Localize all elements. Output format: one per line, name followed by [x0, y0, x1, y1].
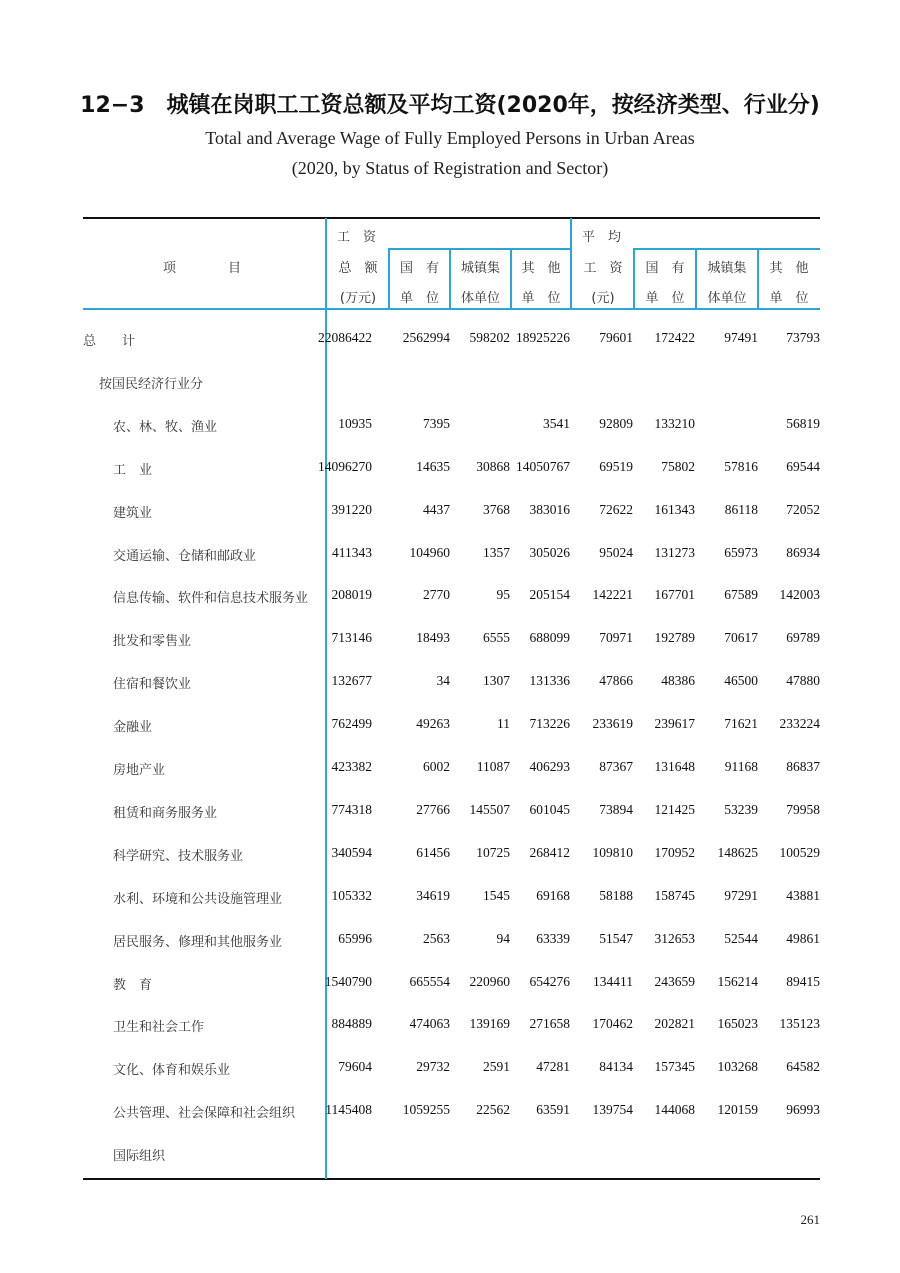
- table-cell: 3768: [483, 501, 510, 517]
- table-cell: 87367: [599, 759, 633, 774]
- table-row: [83, 1102, 823, 1122]
- table-cell: 2770: [423, 587, 450, 603]
- table-cell: 2591: [483, 1059, 510, 1075]
- table-cell: 205154: [529, 587, 570, 603]
- table-cell: 1545: [483, 887, 510, 903]
- row-label: 文化、体育和娱乐业: [113, 1063, 231, 1079]
- table-cell: 34: [436, 673, 450, 689]
- table-cell: 86837: [786, 759, 820, 774]
- table-cell: 49861: [786, 930, 820, 946]
- table-cell: 340594: [331, 844, 372, 860]
- table-cell: 208019: [331, 587, 372, 603]
- table-cell: 70971: [599, 630, 633, 646]
- table-cell: 239617: [654, 716, 695, 732]
- table-cell: 48386: [661, 673, 695, 689]
- table-cell: 2563: [423, 930, 450, 946]
- table-row: [83, 1145, 823, 1165]
- table-cell: 94: [496, 930, 510, 946]
- table-row: [83, 502, 823, 522]
- table-cell: 131336: [529, 673, 570, 689]
- table-cell: 7395: [423, 415, 450, 431]
- row-label: 租赁和商务服务业: [113, 805, 218, 821]
- table-row: [83, 630, 823, 650]
- table-cell: 192789: [654, 630, 695, 646]
- table-cell: 233619: [592, 716, 633, 732]
- row-label: 批发和零售业: [113, 634, 192, 650]
- table-cell: 53239: [724, 801, 758, 817]
- table-cell: 72622: [599, 501, 633, 517]
- table-row: [83, 545, 823, 565]
- table-cell: 383016: [529, 501, 570, 517]
- table-cell: 131273: [654, 544, 695, 560]
- table-cell: 2562994: [402, 330, 450, 345]
- table-cell: 69168: [536, 887, 570, 903]
- row-label: 金融业: [113, 720, 153, 736]
- table-cell: 58188: [599, 887, 633, 903]
- table-cell: 762499: [331, 716, 372, 732]
- header-col3-l1: 城镇集: [460, 261, 500, 276]
- table-cell: 96993: [786, 1102, 820, 1118]
- table-cell: 120159: [717, 1102, 758, 1118]
- column-divider: [695, 248, 697, 310]
- table-cell: 72052: [786, 501, 820, 517]
- table-row: [83, 802, 823, 822]
- column-divider-group: [570, 218, 572, 310]
- row-label: 总 计: [83, 334, 136, 349]
- table-row: [83, 1016, 823, 1036]
- table-cell: 142221: [592, 587, 633, 603]
- table-row: [83, 845, 823, 865]
- table-cell: 774318: [331, 801, 372, 817]
- table-cell: 144068: [654, 1102, 695, 1118]
- table-cell: 157345: [654, 1059, 695, 1075]
- table-cell: 30868: [476, 458, 510, 474]
- table-cell: 271658: [529, 1016, 570, 1032]
- table-row: [83, 716, 823, 736]
- table-cell: 103268: [717, 1059, 758, 1075]
- table-cell: 63591: [536, 1102, 570, 1118]
- table-cell: 69544: [786, 458, 820, 474]
- table-cell: 67589: [724, 587, 758, 603]
- header-group-avg: 平 均: [582, 230, 622, 245]
- table-cell: 132677: [331, 673, 372, 689]
- row-label: 房地产业: [113, 763, 166, 778]
- table-cell: 47281: [536, 1059, 570, 1075]
- table-row: [83, 330, 823, 350]
- subgroup-rule-wage: [388, 248, 570, 250]
- table-cell: 121425: [654, 801, 695, 817]
- row-label: 居民服务、修理和其他服务业: [113, 934, 283, 950]
- table-cell: 63339: [536, 930, 570, 946]
- header-col4-l2: 单 位: [521, 291, 561, 306]
- column-divider: [388, 248, 390, 310]
- table-cell: 148625: [717, 844, 758, 860]
- table-cell: 233224: [779, 716, 820, 732]
- row-label: 建筑业: [113, 505, 153, 521]
- table-bottom-rule: [83, 1178, 820, 1180]
- subgroup-rule-avg: [633, 248, 820, 250]
- table-cell: 161343: [654, 501, 695, 517]
- row-label: 公共管理、社会保障和社会组织: [113, 1106, 296, 1122]
- page-number: 261: [800, 1212, 820, 1227]
- table-cell: 3541: [543, 415, 570, 431]
- header-col3-l2: 体单位: [460, 291, 500, 306]
- row-label: 按国民经济行业分: [99, 376, 204, 392]
- table-cell: 1307: [483, 673, 510, 689]
- table-cell: 91168: [724, 759, 758, 774]
- table-cell: 165023: [717, 1016, 758, 1032]
- table-cell: 411343: [332, 544, 372, 560]
- table-cell: 79604: [338, 1059, 372, 1075]
- table-cell: 18925226: [516, 330, 570, 345]
- table-cell: 46500: [724, 673, 758, 689]
- table-cell: 133210: [654, 415, 695, 431]
- table-cell: 158745: [654, 887, 695, 903]
- table-cell: 10725: [476, 844, 510, 860]
- header-col1-l2: (万元): [339, 291, 377, 306]
- table-cell: 243659: [654, 973, 695, 989]
- table-cell: 139169: [469, 1016, 510, 1032]
- table-cell: 1145408: [325, 1102, 372, 1118]
- table-cell: 71621: [724, 716, 758, 732]
- table-cell: 139754: [592, 1102, 633, 1118]
- table-cell: 84134: [599, 1059, 633, 1075]
- table-cell: 105332: [331, 887, 372, 903]
- table-cell: 34619: [416, 887, 450, 903]
- table-cell: 172422: [654, 330, 695, 345]
- table-cell: 109810: [592, 844, 633, 860]
- table-cell: 6555: [483, 630, 510, 646]
- column-divider: [757, 248, 759, 310]
- table-cell: 29732: [416, 1059, 450, 1075]
- column-divider: [633, 248, 635, 310]
- table-cell: 406293: [529, 759, 570, 774]
- table-cell: 57816: [724, 458, 758, 474]
- table-cell: 14050767: [516, 458, 570, 474]
- header-divider: [83, 308, 820, 310]
- table-cell: 156214: [717, 973, 758, 989]
- table-cell: 654276: [529, 973, 570, 989]
- table-cell: 70617: [724, 630, 758, 646]
- table-cell: 145507: [469, 801, 510, 817]
- table-cell: 69789: [786, 630, 820, 646]
- header-col7-l2: 体单位: [707, 291, 747, 306]
- table-cell: 14096270: [318, 458, 372, 474]
- row-label: 卫生和社会工作: [113, 1020, 205, 1036]
- header-col2-l1: 国 有: [399, 261, 439, 276]
- table-row: [83, 587, 823, 607]
- table-cell: 131648: [654, 759, 695, 774]
- table-cell: 167701: [654, 587, 695, 603]
- table-row: [83, 974, 823, 994]
- table-cell: 75802: [661, 458, 695, 474]
- table-cell: 89415: [786, 973, 820, 989]
- table-cell: 52544: [724, 930, 758, 946]
- table-cell: 10935: [338, 415, 372, 431]
- table-cell: 43881: [786, 887, 820, 903]
- header-col5-l2: (元): [591, 291, 615, 306]
- table-cell: 202821: [654, 1016, 695, 1032]
- table-cell: 135123: [779, 1016, 820, 1032]
- table-cell: 22086422: [318, 330, 372, 345]
- table-cell: 391220: [331, 501, 372, 517]
- header-col4-l1: 其 他: [521, 261, 561, 276]
- page-title: [0, 88, 900, 119]
- table-cell: 51547: [599, 930, 633, 946]
- table-cell: 11087: [476, 759, 510, 774]
- table-cell: 14635: [416, 458, 450, 474]
- table-cell: 86934: [786, 544, 820, 560]
- table-cell: 305026: [529, 544, 570, 560]
- table-cell: 27766: [416, 801, 450, 817]
- table-cell: 474063: [409, 1016, 450, 1032]
- table-cell: 268412: [529, 844, 570, 860]
- table-row: [83, 673, 823, 693]
- table-row: [83, 373, 823, 393]
- row-label: 工 业: [113, 462, 153, 478]
- table-cell: 64582: [786, 1059, 820, 1075]
- title-en-line2: (2020, by Status of Registration and Sector): [291, 158, 609, 178]
- row-label: 国际组织: [113, 1149, 166, 1165]
- header-col8-l1: 其 他: [769, 261, 809, 276]
- table-row: [83, 459, 823, 479]
- table-cell: 47880: [786, 673, 820, 689]
- table-cell: 220960: [469, 973, 510, 989]
- table-cell: 69519: [599, 458, 633, 474]
- table-cell: 47866: [599, 673, 633, 689]
- table-cell: 134411: [593, 973, 633, 989]
- header-col7-l1: 城镇集: [707, 261, 747, 276]
- title-en-line1: Total and Average Wage of Fully Employed Persons in Urban Areas: [205, 128, 695, 148]
- table-cell: 170952: [654, 844, 695, 860]
- table-cell: 73894: [599, 801, 633, 817]
- table-cell: 73793: [786, 330, 820, 345]
- table-row: [83, 888, 823, 908]
- header-col8-l2: 单 位: [769, 291, 809, 306]
- row-label: 水利、环境和公共设施管理业: [113, 891, 283, 907]
- table-cell: 95: [496, 587, 510, 603]
- table-cell: 6002: [423, 759, 450, 774]
- row-label: 住宿和餐饮业: [113, 677, 192, 693]
- table-cell: 713226: [529, 716, 570, 732]
- table-row: [83, 416, 823, 436]
- header-col2-l2: 单 位: [399, 291, 439, 306]
- header-col6-l1: 国 有: [645, 261, 685, 276]
- table-cell: 100529: [779, 844, 820, 860]
- table-cell: 79601: [599, 330, 633, 345]
- header-item: 项 目: [163, 261, 242, 276]
- table-cell: 97291: [724, 887, 758, 903]
- table-cell: 1059255: [402, 1102, 450, 1118]
- table-cell: 97491: [724, 330, 758, 345]
- row-label: 信息传输、软件和信息技术服务业: [113, 591, 309, 607]
- header-col1-l1: 总 额: [338, 261, 378, 276]
- table-cell: 312653: [654, 930, 695, 946]
- column-divider: [449, 248, 451, 310]
- table-row: [83, 759, 823, 779]
- title-zh: 城镇在岗职工工资总额及平均工资(2020年，按经济类型、行业分): [166, 93, 820, 118]
- table-cell: 18493: [416, 630, 450, 646]
- header-col6-l2: 单 位: [645, 291, 685, 306]
- table-cell: 56819: [786, 415, 820, 431]
- table-cell: 665554: [409, 973, 450, 989]
- table-cell: 61456: [416, 844, 450, 860]
- row-label: 教 育: [113, 977, 153, 993]
- table-number: 12−3: [80, 93, 145, 118]
- table-cell: 11: [497, 716, 510, 732]
- table-row: [83, 931, 823, 951]
- table-cell: 79958: [786, 801, 820, 817]
- table-cell: 86118: [724, 501, 758, 517]
- table-cell: 423382: [331, 759, 372, 774]
- table-cell: 884889: [331, 1016, 372, 1032]
- row-label: 交通运输、仓储和邮政业: [113, 548, 257, 564]
- table-cell: 49263: [416, 716, 450, 732]
- table-cell: 598202: [469, 330, 510, 345]
- table-row: [83, 1059, 823, 1079]
- table-cell: 1540790: [324, 973, 372, 989]
- row-label: 科学研究、技术服务业: [113, 848, 244, 864]
- column-divider: [510, 248, 512, 310]
- table-cell: 104960: [409, 544, 450, 560]
- table-cell: 142003: [779, 587, 820, 603]
- table-cell: 1357: [483, 544, 510, 560]
- table-cell: 4437: [423, 501, 450, 517]
- table-cell: 95024: [599, 544, 633, 560]
- table-cell: 92809: [599, 415, 633, 431]
- table-cell: 688099: [529, 630, 570, 646]
- table-cell: 713146: [331, 630, 372, 646]
- table-cell: 65996: [338, 930, 372, 946]
- table-top-rule: [83, 217, 820, 219]
- row-label: 农、林、牧、渔业: [113, 419, 218, 435]
- table-cell: 65973: [724, 544, 758, 560]
- table-cell: 22562: [476, 1102, 510, 1118]
- table-cell: 601045: [529, 801, 570, 817]
- header-group-wage: 工 资: [337, 230, 377, 245]
- header-col5-l1: 工 资: [583, 261, 623, 276]
- table-cell: 170462: [592, 1016, 633, 1032]
